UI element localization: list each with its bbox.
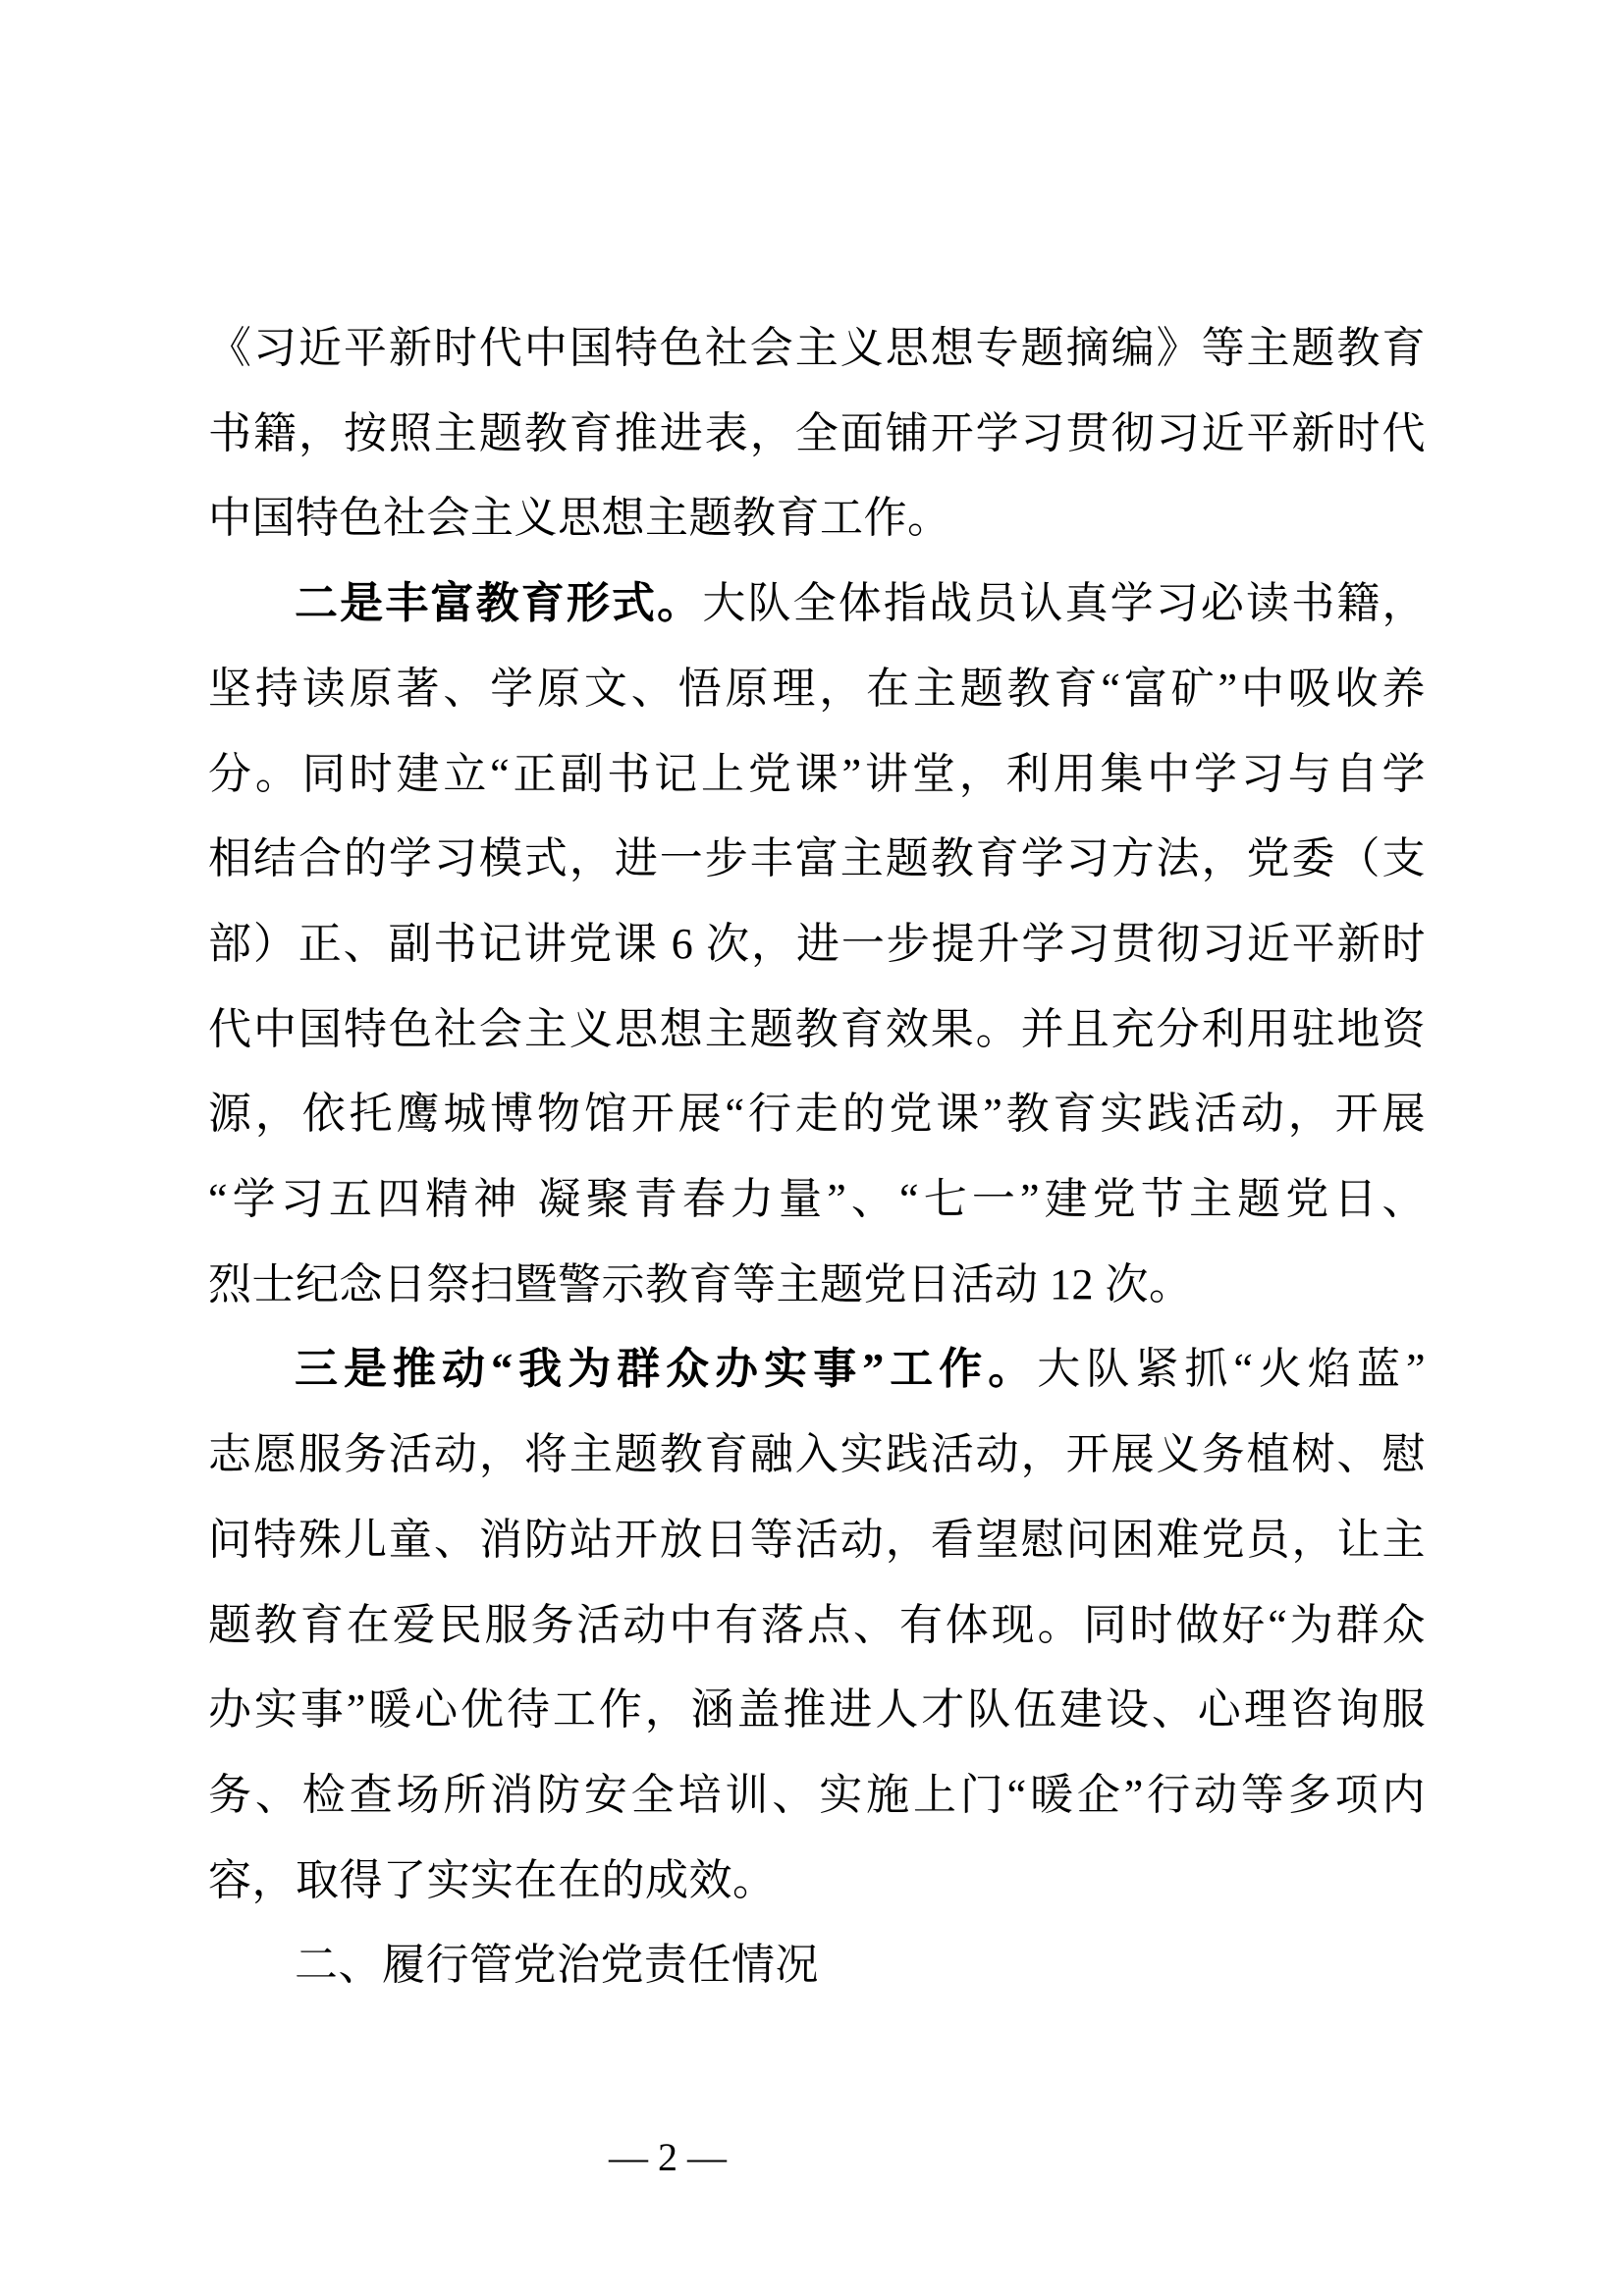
text-line: 务、检查场所消防安全培训、实施上门“暖企”行动等多项内 [208, 1770, 1426, 1819]
text-line: 办实事”暖心优待工作，涵盖推进人才队伍建设、心理咨询服 [208, 1685, 1426, 1735]
text-run: 大队紧抓“火焰蓝” [1037, 1345, 1427, 1394]
page-number: — 2 — [609, 2135, 727, 2179]
paragraph-1 [208, 306, 1426, 561]
text-line: 题教育在爱民服务活动中有落点、有体现。同时做好“为群众 [208, 1600, 1426, 1649]
text-line: 部）正、副书记讲党课 6 次，进一步提升学习贯彻习近平新时 [208, 919, 1426, 968]
text-line [208, 1327, 1426, 1413]
text-line [208, 561, 1426, 647]
text-line: 分。同时建立“正副书记上党课”讲堂，利用集中学习与自学 [208, 749, 1426, 798]
text-line: 问特殊儿童、消防站开放日等活动，看望慰问困难党员，让主 [208, 1515, 1426, 1564]
text-line: 书籍，按照主题教育推进表，全面铺开学习贯彻习近平新时代 [208, 408, 1426, 457]
paragraph-2 [208, 561, 1426, 1327]
text-line: 源，依托鹰城博物馆开展“行走的党课”教育实践活动，开展 [208, 1090, 1426, 1139]
text-line: 中国特色社会主义思想主题教育工作。 [208, 494, 951, 543]
text-line: “学习五四精神 凝聚青春力量”、“七一”建党节主题党日、 [208, 1175, 1426, 1224]
text-line: 志愿服务活动，将主题教育融入实践活动，开展义务植树、慰 [208, 1430, 1426, 1479]
paragraph-3 [208, 1327, 1426, 1923]
section-heading-two: 二是丰富教育形式。 [295, 579, 703, 628]
text-line: 《习近平新时代中国特色社会主义思想专题摘编》等主题教育 [208, 324, 1426, 372]
text-run: 大队全体指战员认真学习必读书籍， [702, 579, 1426, 628]
section-heading-three: 三是推动“我为群众办实事”工作。 [295, 1345, 1038, 1394]
page-footer [609, 2136, 727, 2179]
text-line: 代中国特色社会主义思想主题教育效果。并且充分利用驻地资 [208, 1004, 1426, 1053]
text-line: 烈士纪念日祭扫暨警示教育等主题党日活动 12 次。 [208, 1259, 1193, 1308]
text-line: 坚持读原著、学原文、悟原理，在主题教育“富矿”中吸收养 [208, 664, 1426, 713]
paragraph-4 [208, 1923, 1426, 2008]
section-heading-main: 二、履行管党治党责任情况 [295, 1941, 819, 1990]
text-line: 容，取得了实实在在的成效。 [208, 1855, 777, 1904]
text-line: 相结合的学习模式，进一步丰富主题教育学习方法，党委（支 [208, 834, 1426, 883]
document-body [208, 306, 1426, 2008]
